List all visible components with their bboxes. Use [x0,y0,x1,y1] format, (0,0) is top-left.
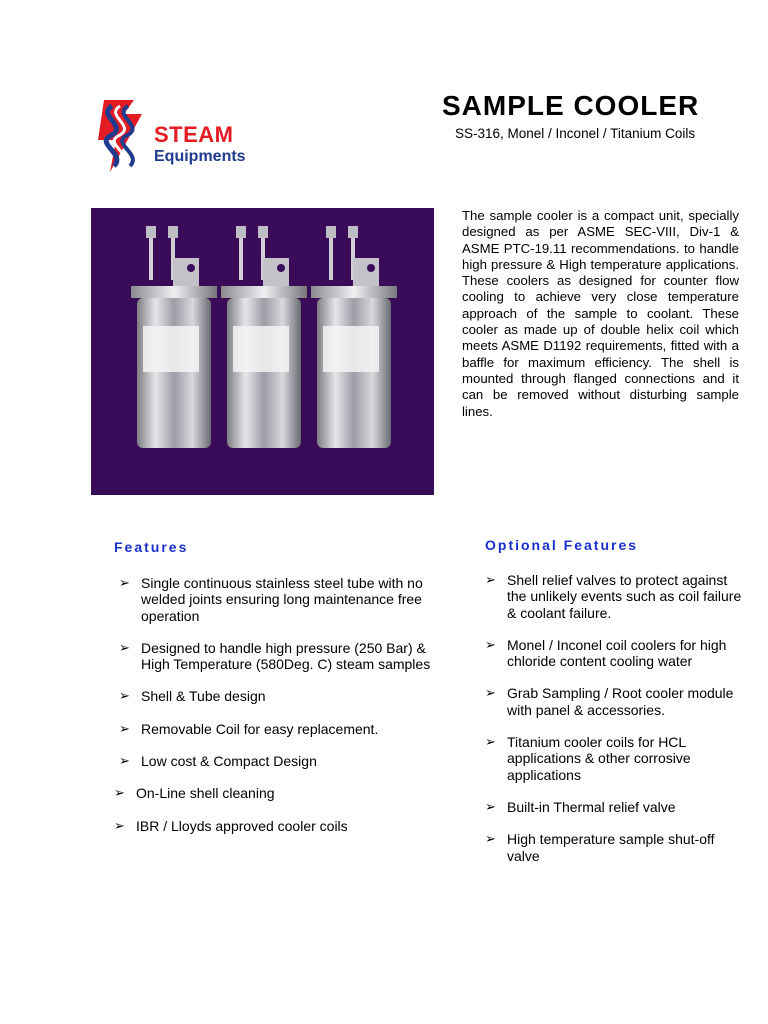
feature-item: ➢ On-Line shell cleaning [114,785,275,802]
bullet-arrow-icon: ➢ [119,575,130,590]
optional-features-title: Optional Features [485,537,639,553]
feature-item: ➢ Removable Coil for easy replacement. [119,720,379,737]
feature-item: ➢ Low cost & Compact Design [119,753,317,770]
optional-feature-item: ➢ High temperature sample shut-off valve [485,831,715,864]
logo-name-line2: Equipments [154,148,246,165]
optional-feature-item: ➢ Titanium cooler coils for HCL applications & other corrosive applications [485,734,691,783]
bullet-arrow-icon: ➢ [485,685,496,701]
optional-feature-item: ➢ Shell relief valves to protect against the unlikely events such as coil failure & coolant failure. [485,572,742,621]
bullet-arrow-icon: ➢ [114,817,125,833]
bullet-arrow-icon: ➢ [114,785,125,801]
feature-item: ➢ IBR / Lloyds approved cooler coils [114,817,348,834]
bullet-arrow-icon: ➢ [485,572,496,587]
page-title: SAMPLE COOLER [442,90,700,121]
bullet-arrow-icon: ➢ [119,639,130,655]
company-logo [90,96,280,176]
product-photo [91,208,434,495]
bullet-arrow-icon: ➢ [485,831,496,847]
logo-name-line1: STEAM [154,122,234,147]
optional-feature-item: ➢ Built-in Thermal relief valve [485,798,676,815]
bullet-arrow-icon: ➢ [485,734,496,750]
bullet-arrow-icon: ➢ [119,720,130,736]
feature-item: ➢ Single continuous stainless steel tube with no welded joints ensuring long maintenance free operation [119,575,423,624]
cooler-unit-3 [311,226,397,448]
feature-item: ➢ Designed to handle high pressure (250 Bar) & High Temperature (580Deg. C) steam samples [119,639,431,673]
cooler-unit-1 [131,226,217,448]
logo-emblem-icon [90,96,154,176]
cooler-unit-2 [221,226,307,448]
optional-feature-item: ➢ Monel / Inconel coil coolers for high chloride content cooling water [485,636,727,670]
product-description: The sample cooler is a compact unit, specially designed as per ASME SEC-VIII, Div-1 & ASME PTC-19.11 recommendations. to handle high pressure & High temperature applications. These coolers as designed for counter flow cooling to achieve very close temperature approach of the sample to coolant. These cooler as made up of double helix coil which meets ASME D1192 requirements, fitted with a baffle for maximum efficiency. The shell is mounted through flanged connections and it can be removed without disturbing sample lines. [462,208,739,419]
optional-feature-item: ➢ Grab Sampling / Root cooler module with panel & accessories. [485,685,734,718]
features-list [114,575,439,850]
bullet-arrow-icon: ➢ [485,798,496,814]
features-title: Features [114,539,189,555]
bullet-arrow-icon: ➢ [119,753,130,769]
sample-cooler-illustration [91,208,434,495]
bullet-arrow-icon: ➢ [485,636,496,652]
page-subtitle: SS-316, Monel / Inconel / Titanium Coils [455,126,696,141]
optional-features-list [485,572,745,880]
feature-item: ➢ Shell & Tube design [119,688,266,705]
bullet-arrow-icon: ➢ [119,688,130,704]
